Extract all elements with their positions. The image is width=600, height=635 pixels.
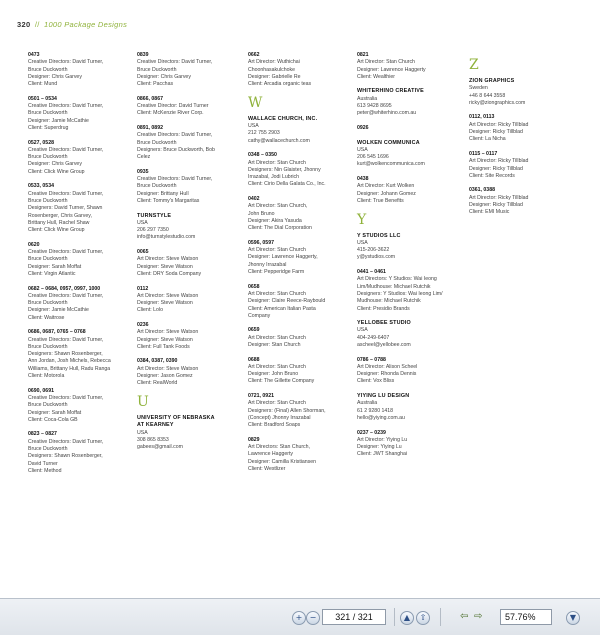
credit-line: Designer: Brittany Hull — [137, 190, 189, 197]
credit-line: Designers: Y Studios: Wai Ieong Lim/ — [357, 290, 443, 297]
credit-line: Designers: (Final) Allen Shorman, — [248, 407, 326, 414]
credit-line: Designer: Sarah Moffat — [28, 409, 82, 416]
credit-line: Designer: Lawrence Haggerty — [357, 66, 426, 73]
credit-entry — [137, 169, 245, 205]
credit-line: Art Director: Steve Watson — [137, 292, 199, 299]
credit-line: Client: Wealthier — [357, 73, 395, 80]
credit-line: Creative Directors: David Turner, — [28, 292, 104, 299]
prev-page-icon[interactable]: ▲ — [400, 611, 414, 625]
credit-line: Art Director: Stan Church — [248, 290, 306, 297]
page-number: 320 — [17, 20, 31, 29]
credit-line: Bruce Duckworth — [137, 183, 177, 190]
studio-contact-line: y@ystudios.com — [357, 254, 396, 261]
credit-line: Client: Motorola — [28, 373, 65, 380]
studio-block — [357, 140, 465, 169]
credit-line: Creative Directors: David Turner, — [137, 176, 213, 183]
credit-entry — [248, 437, 356, 473]
entry-page-ref: 0501 – 0534 — [28, 95, 57, 102]
credit-entry — [469, 187, 577, 216]
credit-line: Designer: Rhonda Dennis — [357, 371, 417, 378]
studio-contact-line: 206 545 1696 — [357, 154, 389, 161]
credits-column-4 — [357, 52, 465, 466]
credit-line: Designer: Steve Watson — [137, 336, 193, 343]
credits-column-3 — [248, 52, 356, 481]
credit-line: Art Director: Stan Church — [248, 159, 306, 166]
credit-line: Designer: Chris Garvey — [28, 73, 82, 80]
credit-line: David Turner — [28, 460, 58, 467]
credit-entry — [357, 176, 465, 205]
credit-line: Designer: Lawrence Haggerty, — [248, 254, 318, 261]
credit-line: Art Director: Steve Watson — [137, 329, 199, 336]
studio-name: Y STUDIOS LLC — [357, 232, 401, 239]
credit-line: Client: Superdrug — [28, 124, 69, 131]
credit-line: John Bruno — [248, 210, 275, 217]
studio-contact-line: USA — [137, 219, 148, 226]
credit-line: Client: Coca-Cola GB — [28, 416, 78, 423]
credit-line: Designer: Yiying Lu — [357, 444, 402, 451]
credit-entry — [28, 52, 136, 88]
header-separator: // — [34, 20, 40, 29]
credit-line: Art Director: Stan Church — [248, 363, 306, 370]
credit-entry — [248, 240, 356, 276]
credit-line: Designers: Shawn Rosenberger, — [28, 453, 103, 460]
studio-block — [357, 320, 465, 349]
credit-line: Art Director: Stan Church — [248, 400, 306, 407]
studio-contact-line: 308 865 8353 — [137, 436, 169, 443]
credit-line: Designer: John Bruno — [248, 371, 299, 378]
credit-line: Client: Site Records — [469, 172, 515, 179]
credit-line: Designer: Ricky Tillblad — [469, 165, 523, 172]
studio-name: YIYING LU DESIGN — [357, 393, 410, 400]
entry-page-ref: 0348 – 0350 — [248, 152, 277, 159]
credit-line: Designers: Nin Glaister, Jhonny — [248, 166, 321, 173]
credit-line: Lawrence Haggerty — [248, 451, 293, 458]
credit-line: Designer: Steve Watson — [137, 300, 193, 307]
studio-contact-line: USA — [357, 327, 368, 334]
credit-line: Client: Lolo — [137, 307, 163, 314]
credit-line: Choonhasakulchoke — [248, 66, 296, 73]
zoom-field[interactable]: 57.76% — [500, 609, 552, 625]
section-letter: Z — [469, 57, 479, 73]
credit-entry — [357, 430, 465, 459]
back-icon[interactable]: ⇦ — [460, 611, 469, 622]
studio-contact-line: ascheel@yellobee.com — [357, 341, 411, 348]
credit-line: Creative Directors: David Turner, — [28, 190, 104, 197]
entry-page-ref: 0112 — [137, 285, 149, 292]
studio-contact-line: Australia — [357, 95, 378, 102]
credits-column-1 — [28, 52, 136, 483]
credit-line: Creative Director: David Turner — [137, 103, 209, 110]
credit-line: Art Director: Alison Scheel — [357, 363, 418, 370]
credit-line: Client: The Dial Corporation — [248, 225, 312, 232]
book-title: 1000 Package Designs — [43, 20, 128, 29]
studio-name: WOLKEN COMMUNICA — [357, 139, 420, 146]
credit-line: Bruce Duckworth — [28, 300, 68, 307]
studio-block — [357, 88, 465, 117]
credit-line: Client: Cirio Della Galata Co., Inc. — [248, 181, 326, 188]
credit-line: Williams, Brittany Hull, Radu Ranga — [28, 365, 111, 372]
entry-page-ref: 0658 — [248, 283, 260, 290]
credit-entry — [357, 269, 465, 313]
entry-page-ref: 0823 – 0827 — [28, 431, 57, 438]
credit-line: Client: Tommy's Margaritas — [137, 197, 200, 204]
studio-contact-line: gabees@gmail.com — [137, 444, 183, 451]
credit-line: Bruce Duckworth — [28, 446, 68, 453]
entry-page-ref: 0533, 0534 — [28, 183, 54, 190]
credit-line: Art Director: Ricky Tillblad — [469, 194, 529, 201]
credits-column-2 — [137, 52, 245, 459]
credit-entry — [28, 96, 136, 132]
credit-entry — [28, 183, 136, 234]
credit-entry — [28, 286, 136, 322]
entry-page-ref: 0829 — [248, 436, 260, 443]
credit-line: Bruce Duckworth — [28, 110, 68, 117]
credit-entry — [248, 327, 356, 349]
credit-entry — [248, 52, 356, 88]
studio-contact-line: info@turnstylestudio.com — [137, 234, 196, 241]
studio-contact-line: 404-249-6407 — [357, 334, 390, 341]
credit-line: Client: Presidio Brands — [357, 305, 410, 312]
studio-contact-line: USA — [357, 239, 368, 246]
credit-line: Bruce Duckworth — [28, 197, 68, 204]
credit-line: Creative Directors: David Turner, — [28, 394, 104, 401]
studio-contact-line: 206 297 7350 — [137, 227, 169, 234]
studio-contact-line: cathy@wallacechurch.com — [248, 137, 310, 144]
credit-line: Designer: Jamie McCathie — [28, 117, 89, 124]
credit-line: Client: Mund — [28, 81, 58, 88]
studio-contact-line: USA — [137, 429, 148, 436]
zoom-out-icon[interactable]: − — [306, 611, 320, 625]
studio-name: AT KEARNEY — [137, 422, 174, 429]
credit-line: Jhonny Irrazabal — [248, 261, 287, 268]
credit-line: Bruce Duckworth — [137, 66, 177, 73]
studio-contact-line: ricky@ziongraphics.com — [469, 99, 526, 106]
studio-contact-line: USA — [357, 146, 368, 153]
credit-line: Art Directors: Stan Church, — [248, 444, 310, 451]
studio-name: WALLACE CHURCH, INC. — [248, 115, 318, 122]
studio-contact-line: 212 755 2903 — [248, 130, 280, 137]
credit-entry — [28, 431, 136, 475]
entry-page-ref: 0935 — [137, 168, 149, 175]
studio-contact-line: USA — [248, 123, 259, 130]
section-letter: U — [137, 393, 149, 410]
entry-page-ref: 0527, 0528 — [28, 139, 54, 146]
credit-line: Creative Directors: David Turner, — [28, 249, 104, 256]
studio-block — [137, 415, 245, 451]
credit-line: Art Director: Wuthichai — [248, 59, 300, 66]
credit-entry — [137, 286, 245, 315]
credit-line: Client: EMI Music — [469, 209, 510, 216]
entry-page-ref: 0237 – 0239 — [357, 429, 386, 436]
credit-line: Designer: Johann Gomez — [357, 190, 416, 197]
credit-line: Client: Full Tank Foods — [137, 343, 190, 350]
entry-page-ref: 0112, 0113 — [469, 114, 495, 121]
credit-entry — [248, 196, 356, 232]
credit-line: Creative Directors: David Turner, — [28, 103, 104, 110]
credit-line: Art Director: Stan Church — [248, 334, 306, 341]
credit-line: Designer: Gabrielle Re — [248, 73, 301, 80]
studio-contact-line: kurt@wolkencommunica.com — [357, 161, 425, 168]
studio-block — [248, 116, 356, 145]
credit-entry — [28, 140, 136, 176]
credit-line: Client: McKenzie River Corp. — [137, 110, 204, 117]
forward-icon[interactable]: ⇨ — [474, 611, 483, 622]
entry-page-ref: 0891, 0892 — [137, 124, 163, 131]
page-header — [17, 20, 127, 29]
entry-page-ref: 0821 — [357, 52, 369, 58]
credit-line: Art Director: Ricky Tillblad — [469, 121, 529, 128]
first-page-icon[interactable]: ⇧ — [416, 611, 430, 625]
credit-line: Bruce Duckworth — [28, 66, 68, 73]
credit-line: Creative Directors: David Turner, — [28, 59, 104, 66]
entry-page-ref: 0441 – 0461 — [357, 269, 386, 276]
credit-line: Designer: Sarah Moffat — [28, 263, 82, 270]
credit-line: Client: JWT Shanghai — [357, 451, 408, 458]
studio-name: WHITERHINO CREATIVE — [357, 88, 424, 95]
credit-line: Art Director: Yiying Lu — [357, 436, 408, 443]
entry-page-ref: 0926 — [357, 124, 369, 131]
credit-line: Client: Bradford Soaps — [248, 422, 301, 429]
credit-line: Client: Click Wine Group — [28, 227, 85, 234]
credit-line: Art Director: Steve Watson — [137, 256, 199, 263]
studio-contact-line: 61 2 9280 1418 — [357, 407, 394, 414]
studio-name: TURNSTYLE — [137, 212, 172, 219]
studio-contact-line: Australia — [357, 400, 378, 407]
credit-line: Company — [248, 312, 271, 319]
credit-line: Designer: Jamie McCathie — [28, 307, 89, 314]
next-page-icon[interactable]: ▼ — [566, 611, 580, 625]
credit-line: Bruce Duckworth — [137, 139, 177, 146]
studio-contact-line: 415-206-3622 — [357, 247, 390, 254]
page-number-field[interactable]: 321 / 321 — [322, 609, 386, 625]
credit-line: Irrazabal, Jodi Lubrich — [248, 174, 300, 181]
entry-page-ref: 0402 — [248, 196, 260, 203]
studio-block — [469, 78, 577, 107]
credit-line: Designer: Ricky Tillblad — [469, 202, 523, 209]
credit-line: Designers: David Turner, Shawn — [28, 205, 103, 212]
credit-line: Art Director: Steve Watson — [137, 365, 199, 372]
credits-column-5 — [469, 52, 577, 224]
toolbar-divider — [440, 608, 441, 626]
studio-contact-line: +46 8 644 3558 — [469, 92, 506, 99]
toolbar-divider — [394, 608, 395, 626]
credit-entry — [248, 357, 356, 386]
credit-line: Client: Arcadia organic teas — [248, 81, 312, 88]
entry-page-ref: 0473 — [28, 52, 40, 58]
credit-line: Designer: Claire Reece-Raybould — [248, 298, 326, 305]
credit-line: Client: DRY Soda Company — [137, 270, 202, 277]
credit-line: Creative Directors: David Turner, — [137, 132, 213, 139]
credit-entry — [357, 52, 465, 81]
credit-line: Designers: Bruce Duckworth, Bob — [137, 146, 215, 153]
credit-line: Ann Jordan, Josh Michels, Rebecca — [28, 358, 111, 365]
credit-line: Client: Pacchas — [137, 81, 174, 88]
credit-entry — [357, 125, 465, 132]
credit-line: Bruce Duckworth — [28, 154, 68, 161]
entry-page-ref: 0721, 0921 — [248, 393, 274, 400]
credit-line: Designer: Chris Garvey — [137, 73, 191, 80]
credit-entry — [469, 114, 577, 143]
credit-line: Creative Directors: David Turner, — [28, 438, 104, 445]
credit-entry — [248, 284, 356, 320]
credit-entry — [248, 393, 356, 429]
credit-entry — [137, 249, 245, 278]
credit-line: Client: Pepperidge Farm — [248, 269, 305, 276]
credit-entry — [137, 52, 245, 88]
studio-contact-line: hello@yiying.com.au — [357, 414, 405, 421]
entry-page-ref: 0659 — [248, 327, 260, 334]
entry-page-ref: 0686, 0687, 0765 – 0768 — [28, 329, 86, 336]
credit-line: Client: Method — [28, 467, 62, 474]
entry-page-ref: 0786 – 0788 — [357, 356, 386, 363]
credit-entry — [137, 96, 245, 118]
studio-name: UNIVERSITY OF NEBRASKA — [137, 414, 215, 421]
studio-name: YELLOBEE STUDIO — [357, 320, 411, 327]
credit-line: Client: Virgin Atlantic — [28, 270, 76, 277]
credit-line: Brittany Hull, Rachel Shaw — [28, 219, 90, 226]
section-letter: Y — [357, 211, 367, 228]
credit-line: Rosenberger, Chris Garvey, — [28, 212, 92, 219]
credit-line: Creative Directors: David Turner, — [28, 146, 104, 153]
entry-page-ref: 0620 — [28, 241, 40, 248]
entry-page-ref: 0662 — [248, 52, 260, 58]
credit-line: Designer: Steve Watson — [137, 263, 193, 270]
credit-line: Designer: Camilla Kristiansen — [248, 458, 317, 465]
credit-line: Designer: Chris Garvey — [28, 161, 82, 168]
credit-line: Art Director: Ricky Tillblad — [469, 158, 529, 165]
credit-line: Client: The Gillette Company — [248, 378, 315, 385]
entry-page-ref: 0384, 0387, 0390 — [137, 358, 178, 365]
credit-line: Client: American Italian Pasta — [248, 305, 316, 312]
credit-line: Designer: Stan Church — [248, 341, 301, 348]
credit-line: (Concept) Jhonny Irrazabal — [248, 414, 311, 421]
studio-contact-line: 613 9428 8695 — [357, 103, 392, 110]
credit-entry — [28, 242, 136, 278]
entry-page-ref: 0361, 0388 — [469, 187, 495, 194]
credit-line: Client: RealWorld — [137, 380, 178, 387]
credit-line: Art Director: Kurt Wolken — [357, 183, 415, 190]
credit-line: Designer: Jason Gomez — [137, 373, 193, 380]
credit-entry — [28, 329, 136, 380]
studio-contact-line: peter@whiterhino.com.au — [357, 110, 417, 117]
entry-page-ref: 0236 — [137, 321, 149, 328]
credit-line: Art Directors: Y Studios: Wai Ieong — [357, 276, 437, 283]
credit-line: Designer: Akira Yasuda — [248, 217, 302, 224]
credit-line: Bruce Duckworth — [28, 256, 68, 263]
entry-page-ref: 0438 — [357, 176, 369, 183]
credit-line: Client: Vox Bliss — [357, 378, 395, 385]
credit-line: Designers: Shawn Rosenberger, — [28, 351, 103, 358]
studio-name: ZION GRAPHICS — [469, 78, 515, 84]
credit-line: Bruce Duckworth — [28, 402, 68, 409]
credit-line: Designer: Ricky Tillblad — [469, 129, 523, 136]
credit-line: Art Director: Stan Church — [248, 247, 306, 254]
credit-line: Bruce Duckworth — [28, 343, 68, 350]
credit-line: Client: Click Wine Group — [28, 168, 85, 175]
viewer-toolbar — [0, 598, 600, 635]
credit-entry — [357, 357, 465, 386]
credit-line: Art Director: Stan Church, — [248, 203, 308, 210]
entry-page-ref: 0115 – 0117 — [469, 150, 498, 157]
credit-line: Celez — [137, 154, 151, 161]
section-letter: W — [248, 94, 263, 111]
credit-line: Client: Westlizer — [248, 466, 286, 473]
credit-line: Art Director: Stan Church — [357, 59, 415, 66]
entry-page-ref: 0682 – 0684, 0957, 0997, 1000 — [28, 285, 101, 292]
credit-entry — [137, 322, 245, 351]
credit-line: Creative Directors: David Turner, — [28, 336, 104, 343]
entry-page-ref: 0866, 0867 — [137, 95, 163, 102]
studio-block — [357, 393, 465, 422]
credit-entry — [28, 388, 136, 424]
studio-block — [137, 213, 245, 242]
entry-page-ref: 0690, 0691 — [28, 387, 54, 394]
credit-entry — [469, 151, 577, 180]
entry-page-ref: 0839 — [137, 52, 149, 58]
credit-line: Client: True Benefits — [357, 197, 404, 204]
credit-entry — [137, 125, 245, 161]
credit-entry — [248, 152, 356, 188]
studio-contact-line: Sweden — [469, 85, 488, 92]
credit-line: Lim/Mudhouse: Michael Rutchik — [357, 283, 431, 290]
studio-block — [357, 233, 465, 262]
credit-entry — [137, 358, 245, 387]
entry-page-ref: 0596, 0597 — [248, 239, 274, 246]
entry-page-ref: 0065 — [137, 249, 149, 256]
zoom-in-icon[interactable]: + — [292, 611, 306, 625]
entry-page-ref: 0688 — [248, 356, 260, 363]
credit-line: Mudhouse: Michael Rutchik — [357, 298, 421, 305]
credit-line: Client: Waitrose — [28, 314, 65, 321]
credit-line: Creative Directors: David Turner, — [137, 59, 213, 66]
credit-line: Client: La Nicha — [469, 136, 506, 143]
